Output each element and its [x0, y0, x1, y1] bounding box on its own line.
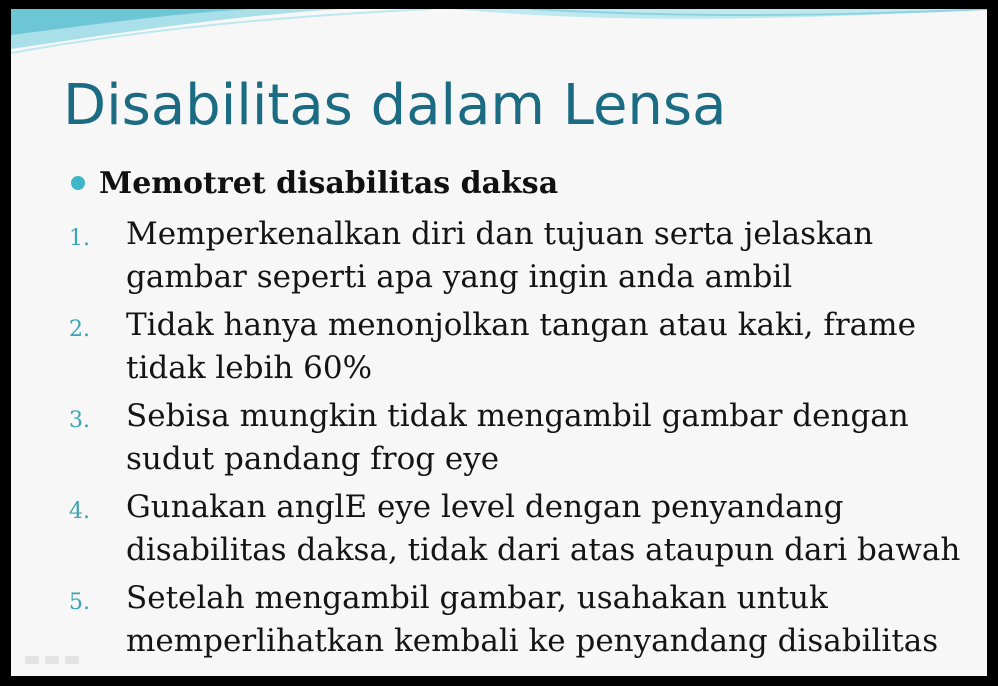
bullet-heading-text: Memotret disabilitas daksa: [99, 165, 559, 201]
presentation-slide: [11, 9, 987, 676]
list-item-text: [126, 395, 909, 481]
next-slide-icon[interactable]: [45, 656, 59, 664]
list-item-text: [126, 577, 938, 663]
list-item-number: 5.: [69, 590, 90, 615]
list-item-number: 4.: [69, 499, 90, 524]
menu-icon[interactable]: [65, 656, 79, 664]
bullet-heading: [71, 164, 558, 202]
slide-title: Disabilitas dalam Lensa: [63, 73, 727, 138]
list-item-text: [126, 213, 873, 299]
slide-nav-controls[interactable]: [25, 656, 79, 664]
list-item-line: memperlihatkan kembali ke penyandang disabilitas: [126, 623, 939, 659]
list-item-line: Gunakan anglE eye level dengan penyandang: [126, 489, 844, 525]
list-item-line: gambar seperti apa yang ingin anda ambil: [126, 259, 793, 295]
list-item-line: Memperkenalkan diri dan tujuan serta jelaskan: [126, 216, 874, 252]
list-item-number: 2.: [69, 317, 90, 342]
list-item-line: Setelah mengambil gambar, usahakan untuk: [126, 580, 828, 616]
list-item-line: Sebisa mungkin tidak mengambil gambar dengan: [126, 398, 909, 434]
list-item-number: 3.: [69, 408, 90, 433]
list-item-line: disabilitas daksa, tidak dari atas ataupun dari bawah: [126, 532, 961, 568]
list-item-text: [126, 304, 916, 390]
list-item-number: 1.: [69, 226, 90, 251]
list-item-line: sudut pandang frog eye: [126, 441, 500, 477]
list-item-text: [126, 486, 960, 572]
prev-slide-icon[interactable]: [25, 656, 39, 664]
list-item-line: tidak lebih 60%: [126, 350, 373, 386]
bullet-dot-icon: [71, 176, 85, 190]
list-item-line: Tidak hanya menonjolkan tangan atau kaki, frame: [126, 307, 916, 343]
header-swoosh-decoration: [11, 9, 987, 69]
